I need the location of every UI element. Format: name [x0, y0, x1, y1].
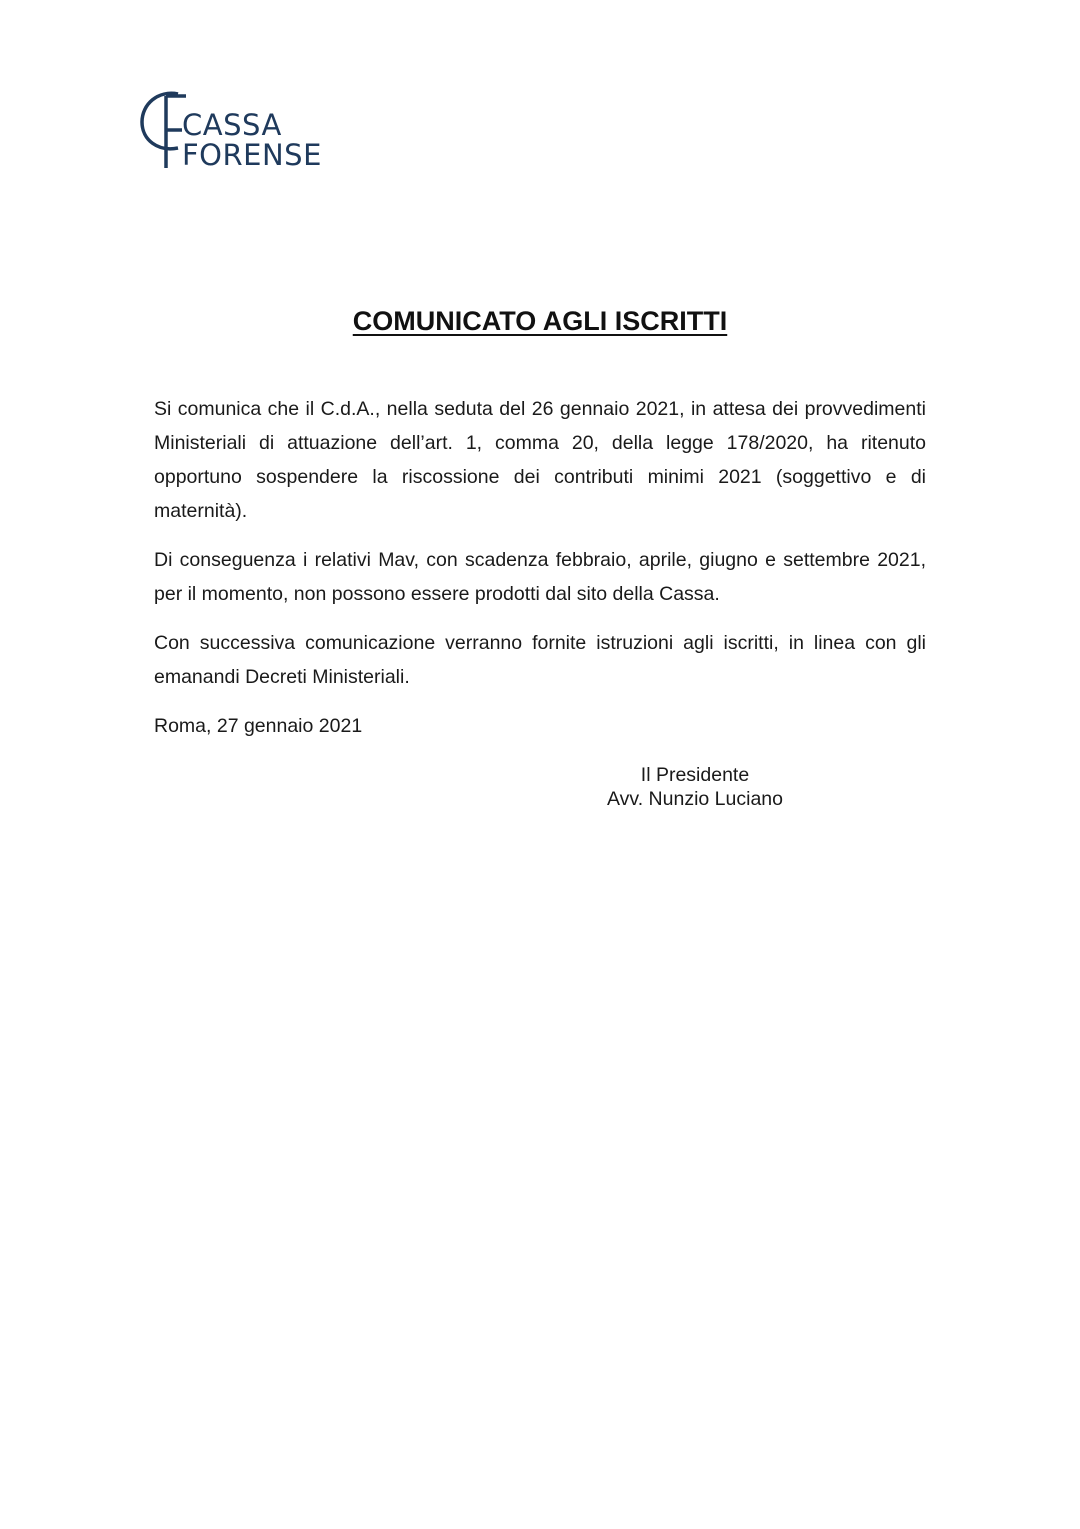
- paragraph-1: Si comunica che il C.d.A., nella seduta del 26 gennaio 2021, in attesa dei provvedimenti Ministeriali di attuazione dell’art. 1, comma 20, della legge 178/2020, ha ritenuto opportuno sospendere la riscossione dei contributi minimi 2021 (soggettivo e di maternità).: [154, 398, 926, 522]
- logo-line-cassa: CASSA: [182, 108, 282, 142]
- document-title: COMUNICATO AGLI ISCRITTI: [352, 306, 728, 336]
- document-body: [154, 392, 926, 758]
- signature-block: [560, 763, 830, 811]
- signature-role: Il Presidente: [640, 764, 750, 786]
- signature-name: Avv. Nunzio Luciano: [607, 788, 783, 810]
- cassa-forense-logo: [138, 86, 338, 176]
- place-date: Roma, 27 gennaio 2021: [154, 715, 363, 737]
- paragraph-3: Con successiva comunicazione verranno fornite istruzioni agli iscritti, in linea con gli emanandi Decreti Ministeriali.: [154, 632, 926, 688]
- logo-wordmark: [182, 110, 322, 170]
- logo-line-forense: FORENSE: [182, 138, 322, 172]
- paragraph-2: Di conseguenza i relativi Mav, con scadenza febbraio, aprile, giugno e settembre 2021, per il momento, non possono essere prodotti dal sito della Cassa.: [154, 549, 926, 605]
